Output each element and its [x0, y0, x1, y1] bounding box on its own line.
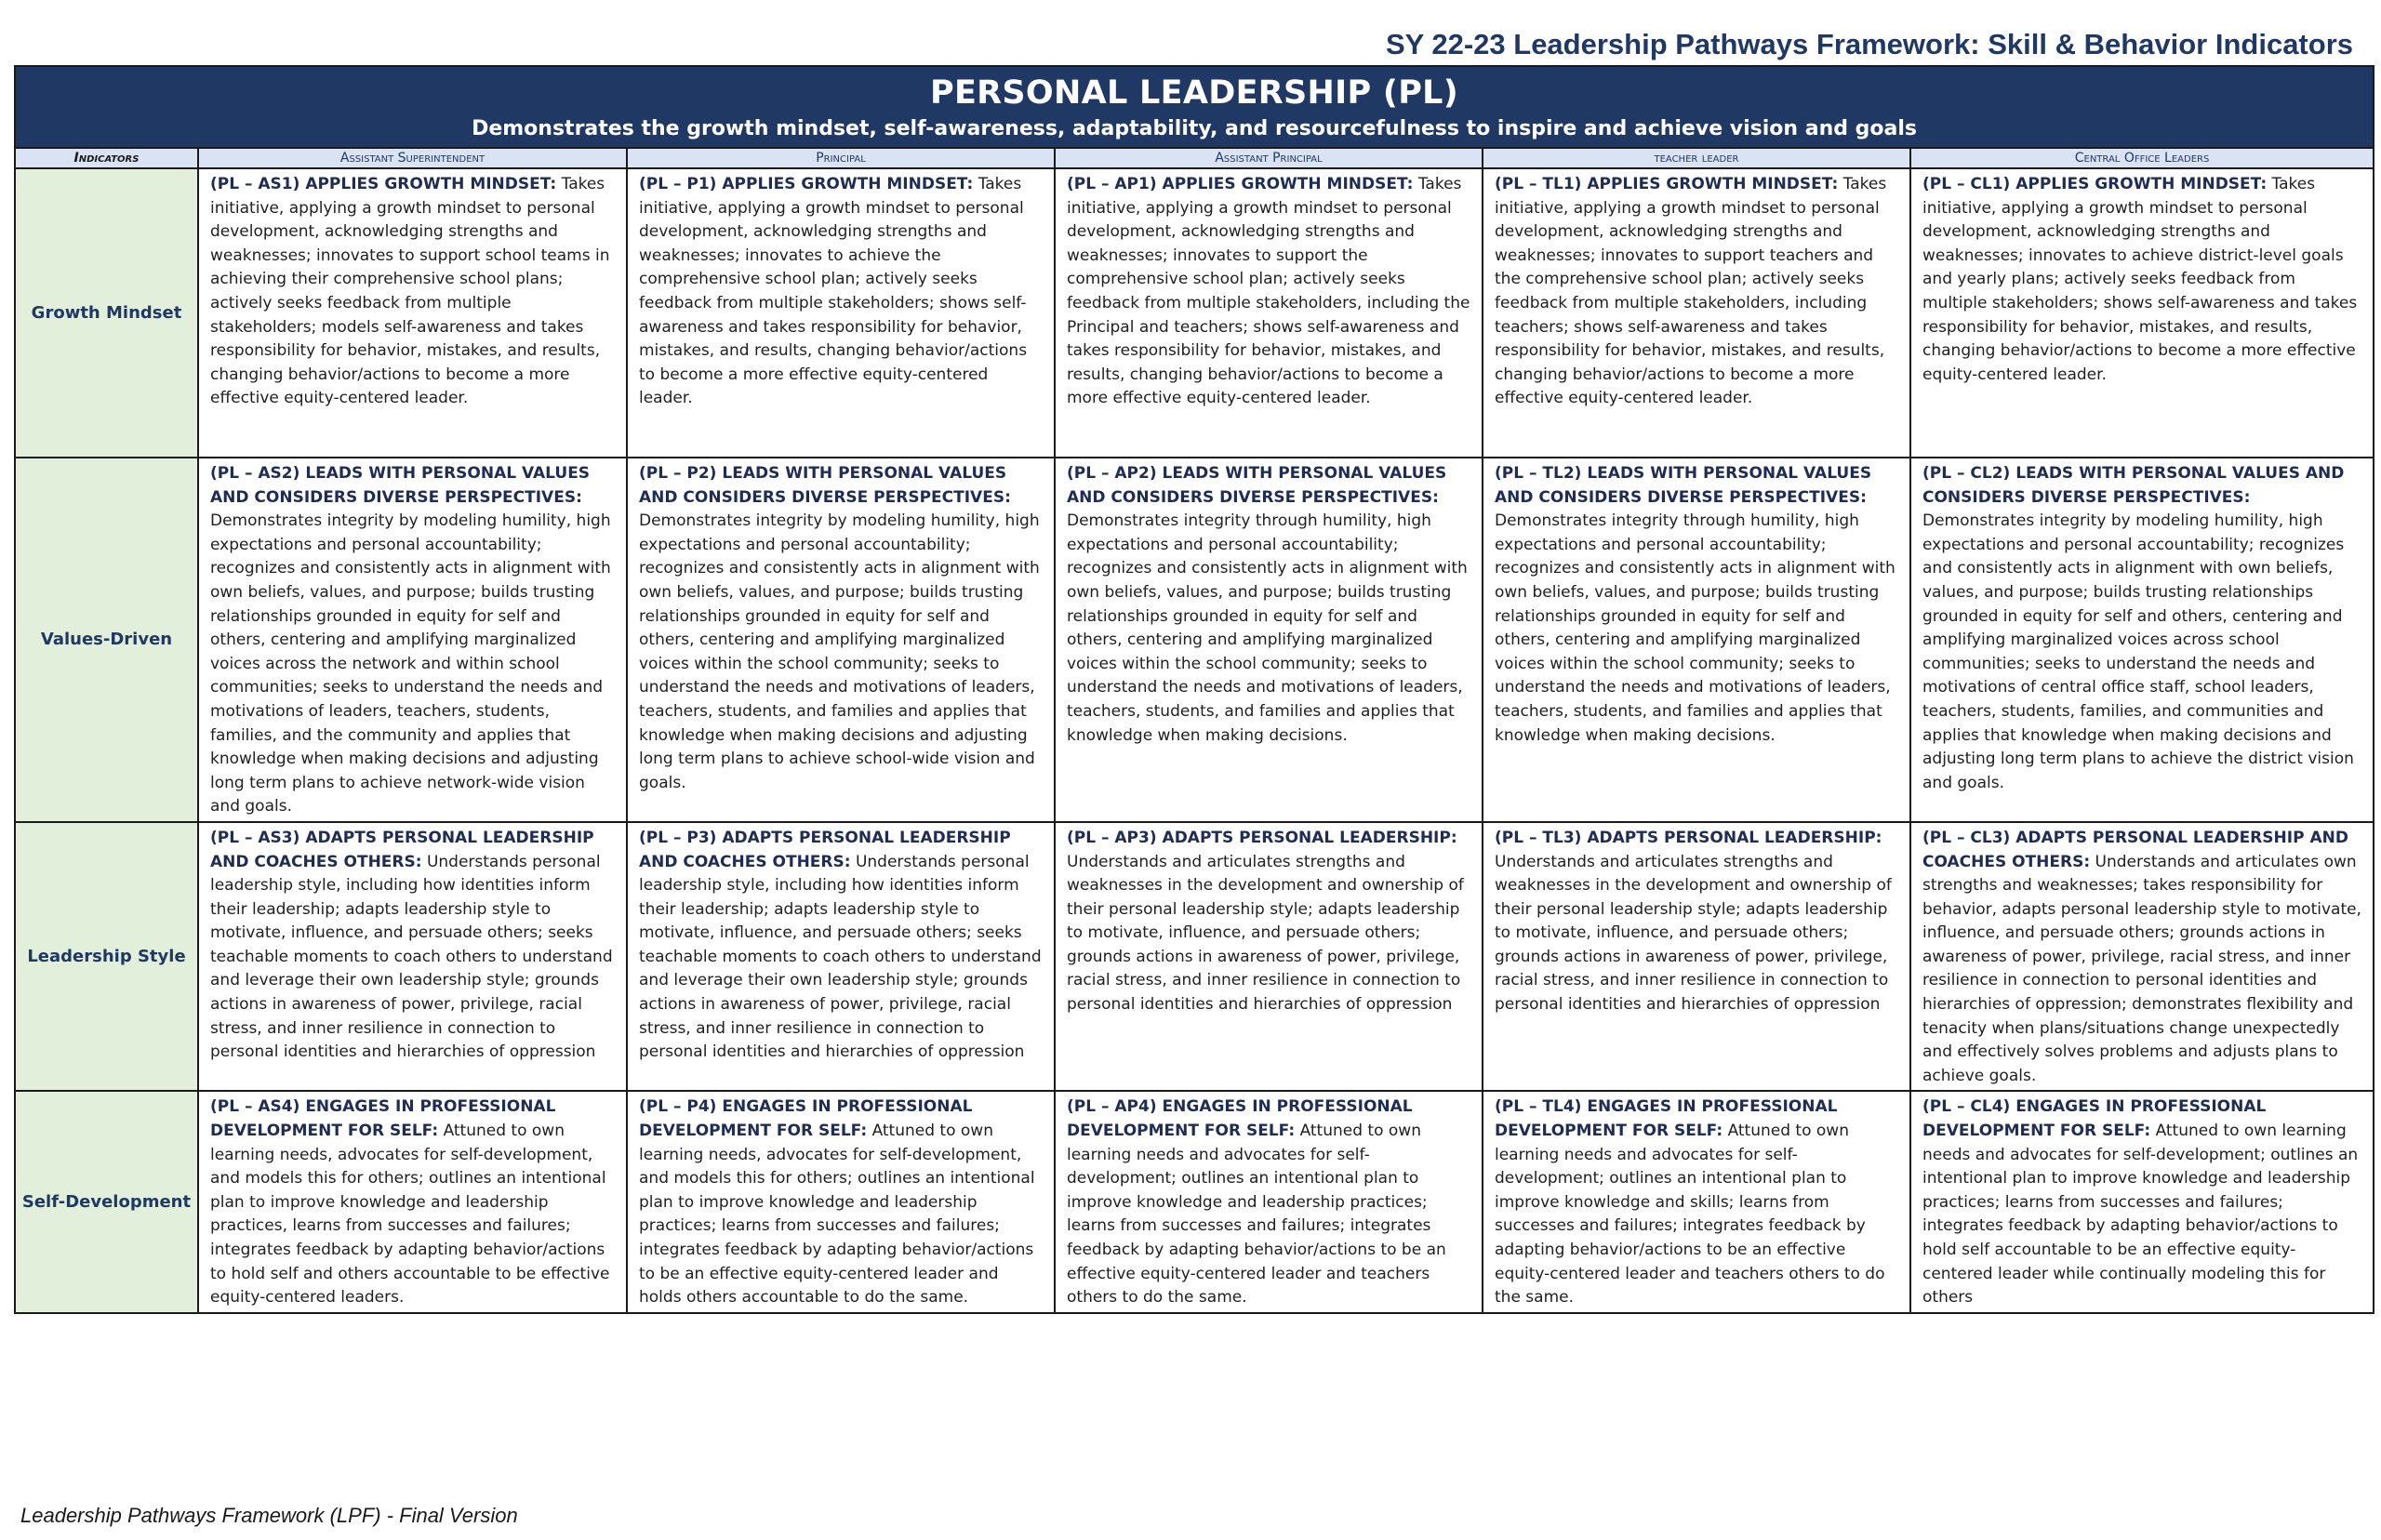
indicator-cell [627, 168, 1055, 458]
column-header-teacher-leader: teacher leader [1483, 148, 1910, 168]
indicator-code: (PL – P4) ENGAGES IN PROFESSIONAL DEVELOPMENT FOR SELF: [639, 1097, 973, 1141]
indicator-text: Attuned to own learning needs and advocates for self-development; outlines an intentional plan to improve knowledge and leadership practices; learns from successes and failures; integrates feedback by adapting behavior/actions to be an effective equity-centered leader and teachers others to do the same. [1067, 1122, 1446, 1308]
section-title: PERSONAL LEADERSHIP (PL) [930, 73, 1459, 112]
framework-table [14, 65, 2374, 1314]
column-header-indicators: Indicators [15, 148, 198, 168]
row-label-self-development: Self-Development [15, 1091, 198, 1312]
indicator-cell [627, 822, 1055, 1092]
indicator-code: (PL – CL1) APPLIES GROWTH MINDSET: [1922, 175, 2268, 193]
indicator-text: Demonstrates integrity by modeling humility, high expectations and personal accountability; recognizes and consistently acts in alignment with own beliefs, values, and purpose; builds trusting relationships grounded in equity for self and others, centering and amplifying marginalized voices within the school community; seeks to understand the needs and motivations of leaders, teachers, students, and families and applies that knowledge when making decisions and adjusting long term plans to achieve school-wide vision and goals. [639, 511, 1040, 792]
indicator-code: (PL – CL3) ADAPTS PERSONAL LEADERSHIP AND COACHES OTHERS: [1922, 828, 2348, 871]
column-header-assistant-principal: Assistant Principal [1055, 148, 1483, 168]
indicator-code: (PL – CL4) ENGAGES IN PROFESSIONAL DEVELOPMENT FOR SELF: [1922, 1097, 2267, 1141]
indicator-cell [1055, 168, 1483, 458]
indicator-text: Takes initiative, applying a growth mindset to personal development, acknowledging strengths and weaknesses; innovates to support teachers and the comprehensive school plan; actively seeks feedback from multiple stakeholders, including teachers; shows self-awareness and takes responsibility for behavior, mistakes, and results, changing behavior/actions to become a more effective equity-centered leader. [1495, 175, 1887, 408]
indicator-text: Takes initiative, applying a growth mindset to personal development, acknowledging strengths and weaknesses; innovates to achieve the comprehensive school plan; actively seeks feedback from multiple stakeholders; shows self-awareness and takes responsibility for behavior, mistakes, and results, changing behavior/actions to become a more effective equity-centered leader. [639, 175, 1028, 408]
indicator-cell [198, 822, 627, 1092]
indicator-cell [1910, 822, 2374, 1092]
column-header-principal: Principal [627, 148, 1055, 168]
row-leadership-style [15, 822, 2374, 1092]
indicator-text: Attuned to own learning needs and advocates for self-development; outlines an intentional plan to improve knowledge and leadership practices; learns from successes and failures; integrates feedback by adapting behavior/actions to hold self accountable to be an effective equity-centered leader while continually modeling this for others [1922, 1122, 2359, 1308]
row-self-development [15, 1091, 2374, 1312]
row-growth-mindset [15, 168, 2374, 458]
indicator-text: Attuned to own learning needs, advocates for self-development, and models this for others; outlines an intentional plan to improve knowledge and leadership practices; learns from successes and failures; integrates feedback by adapting behavior/actions to be an effective equity-centered leader and holds others accountable to do the same. [639, 1122, 1035, 1308]
footer-version: Leadership Pathways Framework (LPF) - Final Version [20, 1504, 518, 1527]
section-subtitle: Demonstrates the growth mindset, self-awareness, adaptability, and resourcefulness to inspire and achieve vision and goals [472, 116, 1917, 140]
indicator-code: (PL – AS2) LEADS WITH PERSONAL VALUES AND CONSIDERS DIVERSE PERSPECTIVES: [210, 464, 591, 507]
indicator-cell [1055, 458, 1483, 822]
indicator-cell [627, 458, 1055, 822]
indicator-cell [1483, 1091, 1910, 1312]
page-title: SY 22-23 Leadership Pathways Framework: Skill & Behavior Indicators [1385, 28, 2353, 60]
row-label-values-driven: Values-Driven [15, 458, 198, 822]
indicator-text: Understands and articulates own strengths and weaknesses; takes responsibility for behavior, adapts personal leadership style to motivate, influence, and persuade others; grounds actions in awareness of power, privilege, racial stress, and inner resilience in connection to personal identities and hierarchies of oppression; demonstrates flexibility and tenacity when plans/situations change unexpectedly and effectively solves problems and adjusts plans to achieve goals. [1922, 852, 2361, 1085]
indicator-text: Takes initiative, applying a growth mindset to personal development, acknowledging strengths and weaknesses; innovates to support school teams in achieving their comprehensive school plans; actively seeks feedback from multiple stakeholders; models self-awareness and takes responsibility for behavior, mistakes, and results, changing behavior/actions to become a more effective equity-centered leader. [210, 175, 610, 408]
row-label-leadership-style: Leadership Style [15, 822, 198, 1092]
indicator-code: (PL – AP1) APPLIES GROWTH MINDSET: [1067, 175, 1414, 193]
indicator-text: Understands and articulates strengths and weaknesses in the development and ownership of their personal leadership style; adapts leadership to motivate, influence, and persuade others; grounds actions in awareness of power, privilege, racial stress, and inner resilience in connection to personal identities and hierarchies of oppression [1495, 852, 1892, 1015]
indicator-text: Demonstrates integrity through humility, high expectations and personal accountability; recognizes and consistently acts in alignment with own beliefs, values, and purpose; builds trusting relationships grounded in equity for self and others, centering and amplifying marginalized voices within the school community; seeks to understand the needs and motivations of leaders, teachers, students, and families and applies that knowledge when making decisions. [1495, 511, 1895, 745]
indicator-cell [1910, 1091, 2374, 1312]
section-banner [15, 66, 2374, 148]
indicator-cell [1483, 822, 1910, 1092]
indicator-cell [198, 458, 627, 822]
indicator-code: (PL – TL2) LEADS WITH PERSONAL VALUES AND CONSIDERS DIVERSE PERSPECTIVES: [1495, 464, 1872, 507]
indicator-text: Takes initiative, applying a growth mindset to personal development, acknowledging strengths and weaknesses; innovates to support the comprehensive school plan; actively seeks feedback from multiple stakeholders, including the Principal and teachers; shows self-awareness and takes responsibility for behavior, mistakes, and results, changing behavior/actions to become a more effective equity-centered leader. [1067, 175, 1470, 408]
indicator-text: Attuned to own learning needs, advocates for self-development, and models this for others; outlines an intentional plan to improve knowledge and leadership practices, learns from successes and failures; integrates feedback by adapting behavior/actions to hold self and others accountable to be effective equity-centered leaders. [210, 1122, 610, 1308]
row-values-driven [15, 458, 2374, 822]
indicator-code: (PL – TL3) ADAPTS PERSONAL LEADERSHIP: [1495, 828, 1882, 847]
indicator-cell [198, 168, 627, 458]
indicator-cell [1055, 1091, 1483, 1312]
indicator-text: Understands and articulates strengths and weaknesses in the development and ownership of their personal leadership style; adapts leadership to motivate, influence, and persuade others; grounds actions in awareness of power, privilege, racial stress, and inner resilience in connection to personal identities and hierarchies of oppression [1067, 852, 1464, 1015]
indicator-cell [627, 1091, 1055, 1312]
indicator-cell [1483, 458, 1910, 822]
column-header-assistant-superintendent: Assistant Superintendent [198, 148, 627, 168]
indicator-code: (PL – P1) APPLIES GROWTH MINDSET: [639, 175, 974, 193]
indicator-code: (PL – P2) LEADS WITH PERSONAL VALUES AND CONSIDERS DIVERSE PERSPECTIVES: [639, 464, 1011, 507]
indicator-code: (PL – AS3) ADAPTS PERSONAL LEADERSHIP AND COACHES OTHERS: [210, 828, 594, 871]
indicator-cell [1910, 168, 2374, 458]
row-label-growth-mindset: Growth Mindset [15, 168, 198, 458]
indicator-text: Understands personal leadership style, including how identities inform their leadership; adapts leadership style to motivate, influence, and persuade others; seeks teachable moments to coach others to understand and leverage their own leadership style; grounds actions in awareness of power, privilege, racial stress, and inner resilience in connection to personal identities and hierarchies of oppression [210, 852, 613, 1062]
indicator-code: (PL – AP4) ENGAGES IN PROFESSIONAL DEVELOPMENT FOR SELF: [1067, 1097, 1413, 1141]
indicator-code: (PL – TL4) ENGAGES IN PROFESSIONAL DEVELOPMENT FOR SELF: [1495, 1097, 1838, 1141]
indicator-text: Demonstrates integrity through humility, high expectations and personal accountability; recognizes and consistently acts in alignment with own beliefs, values, and purpose; builds trusting relationships grounded in equity for self and others, centering and amplifying marginalized voices within the school community; seeks to understand the needs and motivations of leaders, teachers, students, and families and applies that knowledge when making decisions. [1067, 511, 1468, 745]
indicator-text: Demonstrates integrity by modeling humility, high expectations and personal accountability; recognizes and consistently acts in alignment with own beliefs, values, and purpose; builds trusting relationships grounded in equity for self and others, centering and amplifying marginalized voices across school communities; seeks to understand the needs and motivations of central office staff, school leaders, teachers, students, families, and communities and applies that knowledge when making decisions and adjusting long term plans to achieve the district vision and goals. [1922, 511, 2354, 792]
indicator-text: Demonstrates integrity by modeling humility, high expectations and personal accountability; recognizes and consistently acts in alignment with own beliefs, values, and purpose; builds trusting relationships grounded in equity for self and others, centering and amplifying marginalized voices across the network and within school communities; seeks to understand the needs and motivations of leaders, teachers, students, families, and the community and applies that knowledge when making decisions and adjusting long term plans to achieve network-wide vision and goals. [210, 511, 611, 816]
indicator-text: Attuned to own learning needs and advocates for self-development; outlines an intentional plan to improve knowledge and skills; learns from successes and failures; integrates feedback by adapting behavior/actions to be an effective equity-centered leader and teachers others to do the same. [1495, 1122, 1885, 1308]
indicator-code: (PL – CL2) LEADS WITH PERSONAL VALUES AND CONSIDERS DIVERSE PERSPECTIVES: [1922, 464, 2345, 507]
indicator-text: Takes initiative, applying a growth mindset to personal development, acknowledging strengths and weaknesses; innovates to achieve district-level goals and yearly plans; actively seeks feedback from multiple stakeholders; shows self-awareness and takes responsibility for behavior, mistakes, and results, changing behavior/actions to become a more effective equity-centered leader. [1922, 175, 2358, 384]
indicator-cell [198, 1091, 627, 1312]
column-header-central-office-leaders: Central Office Leaders [1910, 148, 2374, 168]
indicator-code: (PL – AP2) LEADS WITH PERSONAL VALUES AND CONSIDERS DIVERSE PERSPECTIVES: [1067, 464, 1447, 507]
indicator-code: (PL – TL1) APPLIES GROWTH MINDSET: [1495, 175, 1839, 193]
indicator-code: (PL – AP3) ADAPTS PERSONAL LEADERSHIP: [1067, 828, 1457, 847]
indicator-code: (PL – AS4) ENGAGES IN PROFESSIONAL DEVELOPMENT FOR SELF: [210, 1097, 556, 1141]
indicator-cell [1483, 168, 1910, 458]
indicator-cell [1910, 458, 2374, 822]
indicator-text: Understands personal leadership style, including how identities inform their leadership; adapts leadership style to motivate, influence, and persuade others; seeks teachable moments to coach others to understand and leverage their own leadership style; grounds actions in awareness of power, privilege, racial stress, and inner resilience in connection to personal identities and hierarchies of oppression [639, 852, 1042, 1062]
column-header-row [15, 148, 2374, 168]
indicator-code: (PL – P3) ADAPTS PERSONAL LEADERSHIP AND COACHES OTHERS: [639, 828, 1011, 871]
indicator-cell [1055, 822, 1483, 1092]
indicator-code: (PL – AS1) APPLIES GROWTH MINDSET: [210, 175, 557, 193]
